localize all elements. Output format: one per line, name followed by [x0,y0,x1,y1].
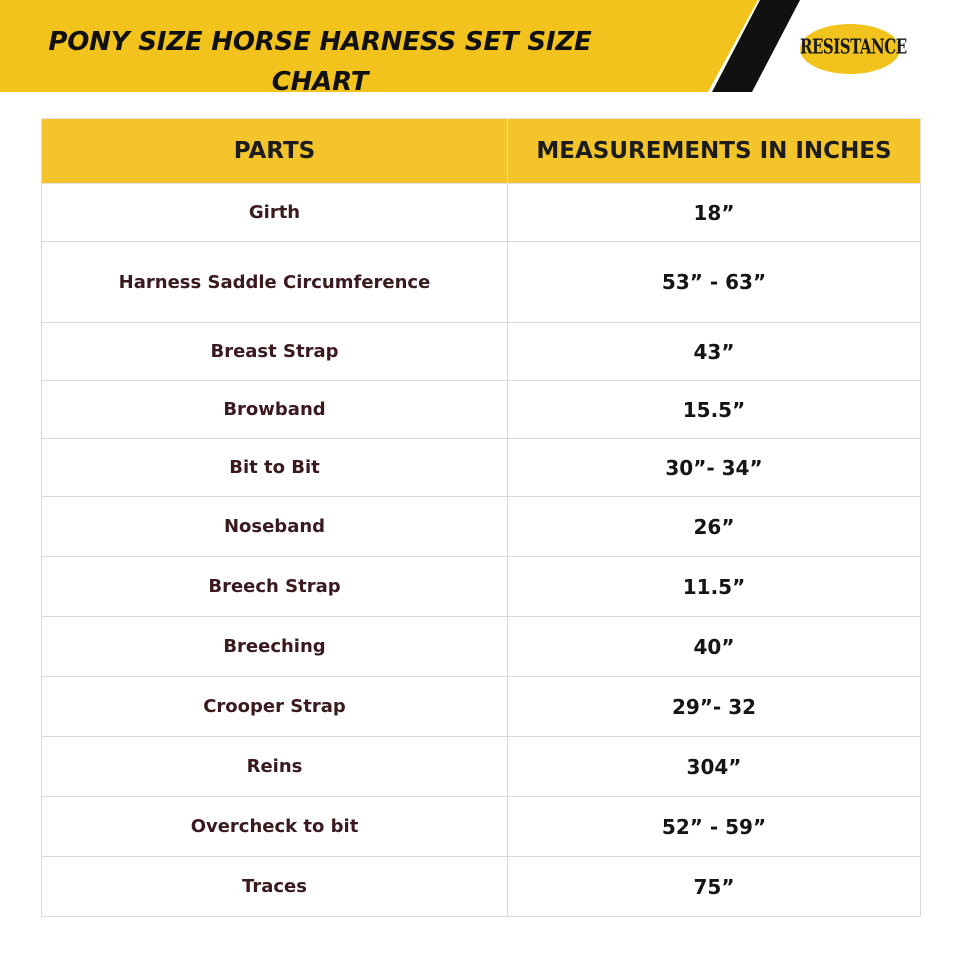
measurement-cell: 26” [508,497,921,557]
measurement-cell: 40” [508,617,921,677]
table-row [42,857,921,917]
table-row [42,439,921,497]
size-chart-table [41,118,921,917]
table-row [42,557,921,617]
measurement-cell: 53” - 63” [508,242,921,323]
table-header-row [42,119,921,184]
part-cell: Browband [42,381,508,439]
part-cell: Bit to Bit [42,439,508,497]
measurement-cell: 18” [508,184,921,242]
measurement-cell: 29”- 32 [508,677,921,737]
measurement-cell: 43” [508,323,921,381]
header-parts: PARTS [42,119,508,184]
table-row [42,797,921,857]
table-row [42,184,921,242]
table-row [42,737,921,797]
part-cell: Crooper Strap [42,677,508,737]
table-row [42,381,921,439]
part-cell: Breeching [42,617,508,677]
table-row [42,677,921,737]
measurement-cell: 75” [508,857,921,917]
part-cell: Reins [42,737,508,797]
part-cell: Breech Strap [42,557,508,617]
measurement-cell: 11.5” [508,557,921,617]
table-row [42,242,921,323]
page-title: PONY SIZE HORSE HARNESS SET SIZE CHART [48,27,592,97]
part-cell: Girth [42,184,508,242]
measurement-cell: 52” - 59” [508,797,921,857]
title-banner [0,0,960,97]
header-measurements: MEASUREMENTS IN INCHES [508,119,921,184]
part-cell: Overcheck to bit [42,797,508,857]
part-cell: Traces [42,857,508,917]
part-cell: Harness Saddle Circumference [42,242,508,323]
logo-text: RESISTANCE [800,34,907,60]
measurement-cell: 15.5” [508,381,921,439]
measurement-cell: 30”- 34” [508,439,921,497]
brand-logo [800,24,907,74]
part-cell: Noseband [42,497,508,557]
table-row [42,497,921,557]
table-row [42,617,921,677]
table-row [42,323,921,381]
measurement-cell: 304” [508,737,921,797]
part-cell: Breast Strap [42,323,508,381]
